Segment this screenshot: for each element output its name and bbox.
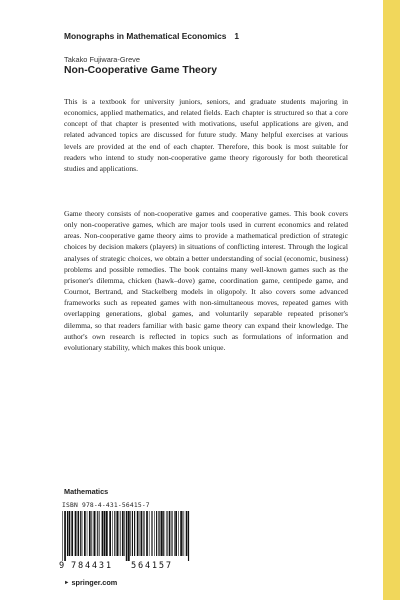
- spine-color-strip: [383, 0, 400, 600]
- isbn-barcode: [60, 511, 192, 561]
- isbn-text: ISBN 978-4-431-56415-7: [62, 502, 150, 509]
- blurb-paragraph-1: This is a textbook for university juniors, seniors, and graduate students majoring in economics, applied mathematics, and related fields. Each chapter is structured so that a core concept of that chapter is presented with motivations, useful applications are given, and related advanced topics are discussed for future study. Many helpful exercises at various levels are provided at the end of each chapter. Therefore, this book is most suitable for readers who intend to study non-cooperative game theory rigorously for both theoretical studies and applications.: [64, 97, 348, 173]
- author-name: Takako Fujiwara-Greve: [64, 55, 140, 64]
- arrow-right-icon: ►: [64, 579, 70, 586]
- barcode-digit-group-2: 564157: [131, 561, 173, 571]
- series-title: Monographs in Mathematical Economics: [64, 31, 227, 41]
- publisher-link[interactable]: [64, 578, 117, 587]
- book-title: Non-Cooperative Game Theory: [64, 65, 218, 76]
- publisher-url: springer.com: [71, 578, 118, 587]
- series-line: [64, 31, 239, 41]
- barcode-digit-first: 9: [59, 561, 65, 571]
- subject-label: Mathematics: [64, 487, 109, 496]
- blurb-paragraph-2: Game theory consists of non-cooperative games and cooperative games. This book covers only non-cooperative games, which are major tools used in current economics and related areas. Non-cooperative game theory aims to provide a mathematical prediction of strategic choices by decision makers (players) in situations of conflicting interest. Through the logical analyses of strategic choices, we obtain a better understanding of social (economic, business) problems and possible remedies. The book contains many well-known games such as the prisoner's dilemma, chicken (hawk–dove) game, coordination game, centipede game, and Cournot, Bertrand, and Stackelberg models in oligopoly. It also covers some advanced frameworks such as repeated games with non-simultaneous moves, repeated games with overlapping generations, global games, and voluntarily separable repeated prisoner's dilemma, so that readers familiar with basic game theory can expand their knowledge. The author's own research is reflected in topics such as formulations of information and evolutionary stability, which makes this book unique.: [64, 209, 348, 352]
- barcode-digit-group-1: 784431: [71, 561, 113, 571]
- series-volume: 1: [234, 31, 240, 41]
